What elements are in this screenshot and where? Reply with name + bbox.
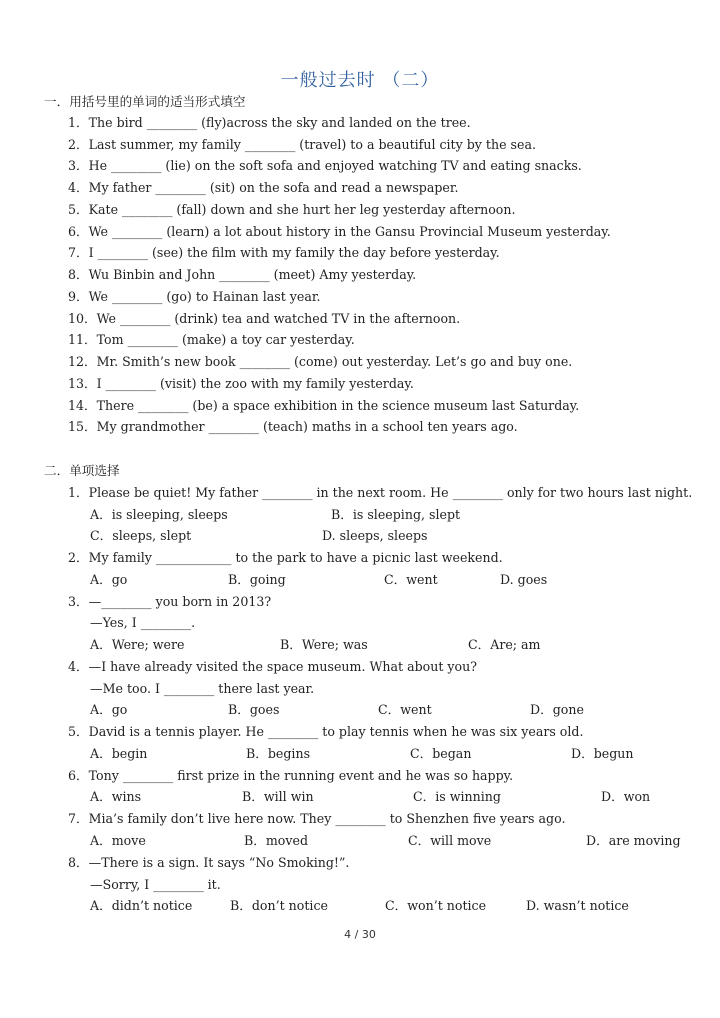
option-a: A．Were; were — [90, 637, 185, 652]
fill-in-item: 12．Mr. Smith’s new book ________ (come) out yesterday. Let’s go and buy one. — [68, 354, 573, 369]
option-c: C．will move — [408, 833, 492, 848]
option-a: A．wins — [90, 789, 142, 804]
option-b: B．Were; was — [280, 637, 368, 652]
option-d: D．begun — [571, 746, 634, 761]
fill-in-item: 10．We ________ (drink) tea and watched TV in the afternoon. — [68, 311, 461, 326]
question-stem: 5．David is a tennis player. He ________ to play tennis when he was six years old. — [68, 724, 584, 739]
fill-in-item: 14．There ________ (be) a space exhibition in the science museum last Saturday. — [68, 398, 580, 413]
option-b: B．moved — [244, 833, 309, 848]
question-stem: 2．My family ____________ to the park to have a picnic last weekend. — [68, 550, 503, 565]
option-c: C．went — [384, 572, 438, 587]
fill-in-item: 13．I ________ (visit) the zoo with my family yesterday. — [68, 376, 414, 391]
option-a: A．didn’t notice — [90, 898, 193, 913]
question-stem: —Me too. I ________ there last year. — [90, 681, 315, 696]
fill-in-item: 9．We ________ (go) to Hainan last year. — [68, 289, 321, 304]
option-b: B．going — [228, 572, 286, 587]
fill-in-item: 1．The bird ________ (fly)across the sky and landed on the tree. — [68, 115, 471, 130]
option-d: D．are moving — [586, 833, 681, 848]
option-d: D. wasn’t notice — [526, 898, 629, 913]
option-b: B．goes — [228, 702, 280, 717]
fill-in-item: 2．Last summer, my family ________ (travel) to a beautiful city by the sea. — [68, 137, 536, 152]
option-c: C．won’t notice — [385, 898, 487, 913]
option-b: B．don’t notice — [230, 898, 328, 913]
option-a: A．go — [90, 702, 128, 717]
option-a: A．move — [90, 833, 146, 848]
question-stem: 7．Mia’s family don’t live here now. They ________ to Shenzhen five years ago. — [68, 811, 566, 826]
option-c: C．is winning — [413, 789, 501, 804]
option-c: C．went — [378, 702, 432, 717]
question-stem: —Yes, I ________. — [90, 615, 196, 630]
option-c: C．Are; am — [468, 637, 541, 652]
question-stem: —Sorry, I ________ it. — [90, 877, 221, 892]
section-1-heading: 一．用括号里的单词的适当形式填空 — [44, 94, 246, 109]
fill-in-item: 6．We ________ (learn) a lot about history in the Gansu Provincial Museum yesterday. — [68, 224, 611, 239]
option-d: D. goes — [500, 572, 548, 587]
option-c: C．began — [410, 746, 472, 761]
page-title: 一般过去时 （二） — [280, 70, 440, 91]
option-d: D．won — [601, 789, 651, 804]
option-c: C．sleeps, slept — [90, 528, 192, 543]
option-b: B．will win — [242, 789, 314, 804]
question-stem: 6．Tony ________ first prize in the running event and he was so happy. — [68, 768, 514, 783]
option-a: A．is sleeping, sleeps — [90, 507, 228, 522]
option-d: D．gone — [530, 702, 584, 717]
fill-in-item: 8．Wu Binbin and John ________ (meet) Amy yesterday. — [68, 267, 417, 282]
section-2-heading: 二．单项选择 — [44, 463, 120, 478]
option-a: A．go — [90, 572, 128, 587]
fill-in-item: 3．He ________ (lie) on the soft sofa and enjoyed watching TV and eating snacks. — [68, 158, 582, 173]
fill-in-item: 5．Kate ________ (fall) down and she hurt her leg yesterday afternoon. — [68, 202, 516, 217]
question-stem: 4．—I have already visited the space museum. What about you? — [68, 659, 477, 674]
fill-in-item: 11．Tom ________ (make) a toy car yesterday. — [68, 332, 355, 347]
option-b: B．is sleeping, slept — [331, 507, 461, 522]
option-a: A．begin — [90, 746, 148, 761]
fill-in-item: 7．I ________ (see) the film with my family the day before yesterday. — [68, 245, 500, 260]
question-stem: 8．—There is a sign. It says “No Smoking!”. — [68, 855, 350, 870]
fill-in-item: 4．My father ________ (sit) on the sofa and read a newspaper. — [68, 180, 459, 195]
fill-in-item: 15．My grandmother ________ (teach) maths in a school ten years ago. — [68, 419, 518, 434]
option-d: D. sleeps, sleeps — [322, 528, 428, 543]
question-stem: 3．—________ you born in 2013? — [68, 594, 272, 609]
page-number: 4 / 30 — [344, 928, 376, 941]
option-b: B．begins — [246, 746, 311, 761]
question-stem: 1．Please be quiet! My father ________ in the next room. He ________ only for two hours last night. — [68, 485, 693, 500]
